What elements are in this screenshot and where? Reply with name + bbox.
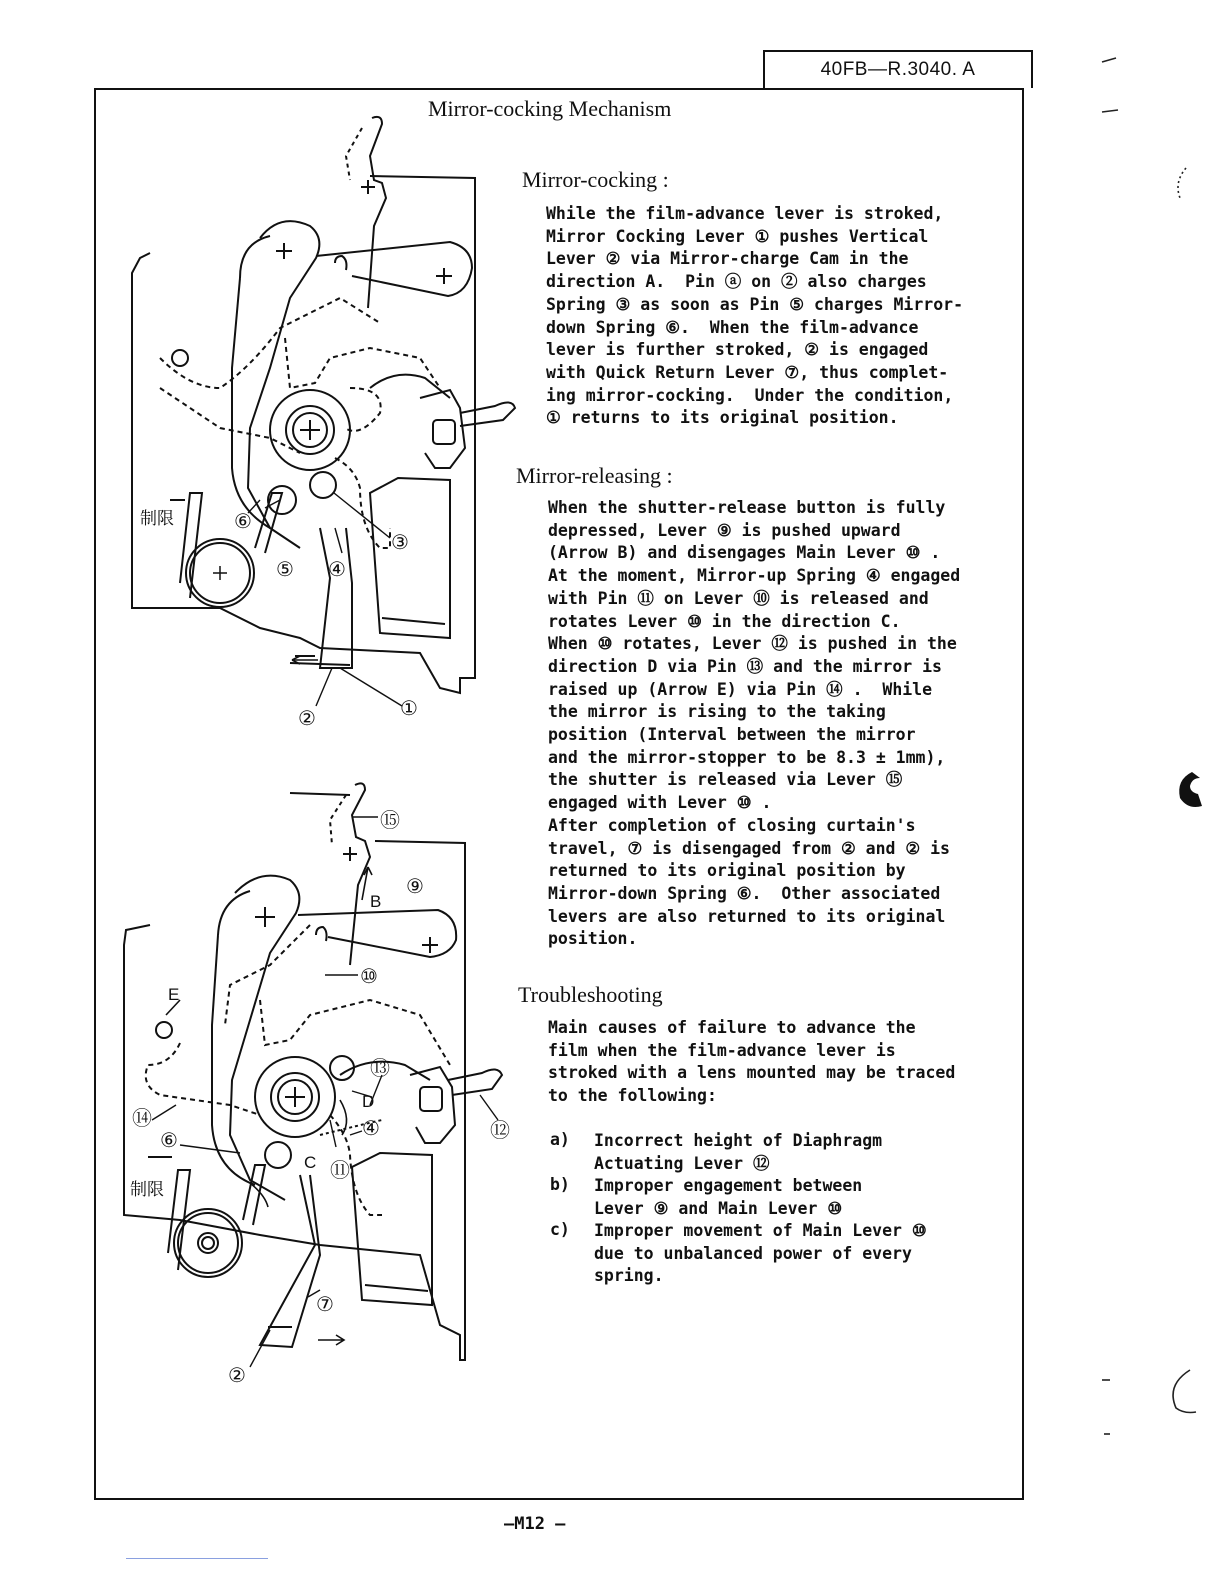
releasing-line: and the mirror-stopper to be 8.3 ± 1mm),: [548, 747, 946, 767]
releasing-line: When ⑩ rotates, Lever ⑫ is pushed in the: [548, 634, 957, 654]
heading-mirror-releasing: Mirror-releasing :: [516, 463, 673, 488]
releasing-line: engaged with Lever ⑩ .: [548, 793, 772, 813]
label-2: ②: [298, 708, 316, 730]
releasing-line: with Pin ⑪ on Lever ⑩ is released and: [548, 588, 929, 608]
releasing-line: position (Interval between the mirror: [548, 725, 916, 745]
troubleshooting-item-line: Actuating Lever ⑫: [594, 1153, 770, 1173]
releasing-line: rotates Lever ⑩ in the direction C.: [548, 611, 901, 631]
label-limit-b: 制限: [130, 1180, 164, 1199]
troubleshooting-item-marker: b): [550, 1175, 570, 1194]
releasing-line: the shutter is released via Lever ⑮: [548, 770, 903, 790]
troubleshooting-intro-line: stroked with a lens mounted may be traced: [548, 1063, 956, 1083]
troubleshooting-intro-line: to the following:: [548, 1086, 717, 1106]
label-7: ⑦: [316, 1294, 334, 1316]
cocking-line: Lever ② via Mirror-charge Cam in the: [546, 249, 909, 269]
troubleshooting-item-marker: c): [550, 1220, 570, 1239]
label-E: E: [168, 985, 180, 1004]
label-9: ⑨: [406, 876, 424, 898]
label-10: ⑩: [360, 966, 378, 988]
troubleshooting-intro-line: Main causes of failure to advance the: [548, 1018, 916, 1037]
heading-troubleshooting: Troubleshooting: [518, 982, 663, 1007]
label-14: ⑭: [132, 1108, 152, 1130]
releasing-line: raised up (Arrow E) via Pin ⑭ . While: [548, 679, 933, 699]
label-C: C: [304, 1153, 317, 1172]
page-title: Mirror-cocking Mechanism: [428, 96, 672, 121]
cocking-line: While the film-advance lever is stroked,: [546, 204, 944, 223]
label-4b: ④: [362, 1118, 380, 1140]
cocking-line: ing mirror-cocking. Under the condition,: [546, 385, 954, 405]
scan-margin-marks: [1090, 50, 1210, 1470]
figure-mirror-cocking: [120, 108, 530, 748]
releasing-line: After completion of closing curtain's: [548, 815, 916, 835]
label-12: ⑫: [490, 1120, 510, 1142]
label-5: ⑤: [276, 559, 294, 581]
troubleshooting-item: [594, 1130, 882, 1175]
label-3: ③: [391, 532, 409, 554]
cocking-line: Mirror Cocking Lever ① pushes Vertical: [546, 226, 929, 246]
paragraph-troubleshooting-intro: [548, 1017, 955, 1108]
troubleshooting-item-line: Lever ⑨ and Main Lever ⑩: [594, 1198, 843, 1218]
cocking-line: ① returns to its original position.: [546, 408, 899, 428]
releasing-line: the mirror is rising to the taking: [548, 702, 886, 722]
figure-mirror-releasing: [120, 775, 530, 1395]
heading-mirror-cocking: Mirror-cocking :: [522, 167, 669, 192]
cocking-line: with Quick Return Lever ⑦, thus complet-: [546, 362, 949, 382]
label-13: ⑬: [370, 1058, 390, 1080]
page-number: —M12 —: [504, 1514, 566, 1534]
releasing-line: At the moment, Mirror-up Spring ④ engaged: [548, 566, 961, 586]
label-limit: 制限: [140, 509, 174, 528]
label-D: D: [362, 1092, 375, 1111]
releasing-line: depressed, Lever ⑨ is pushed upward: [548, 520, 901, 540]
label-6: ⑥: [234, 511, 252, 533]
troubleshooting-item-line: spring.: [594, 1266, 664, 1286]
releasing-line: Mirror-down Spring ⑥. Other associated: [548, 883, 941, 903]
label-B: B: [370, 892, 382, 911]
label-6b: ⑥: [160, 1130, 178, 1152]
releasing-line: direction D via Pin ⑬ and the mirror is: [548, 656, 942, 676]
troubleshooting-item-marker: a): [550, 1130, 570, 1149]
troubleshooting-item: [594, 1220, 927, 1288]
cocking-line: direction A. Pin ⓐ on ② also charges: [546, 272, 927, 292]
label-4: ④: [328, 559, 346, 581]
divider: [126, 1558, 268, 1559]
troubleshooting-item-line: Incorrect height of Diaphragm: [594, 1131, 883, 1150]
releasing-line: returned to its original position by: [548, 861, 906, 881]
releasing-line: levers are also returned to its original: [548, 906, 946, 926]
paragraph-mirror-releasing: [548, 497, 960, 951]
label-15: ⑮: [380, 810, 400, 832]
cocking-line: lever is further stroked, ② is engaged: [546, 340, 929, 360]
troubleshooting-intro-line: film when the film-advance lever is: [548, 1040, 896, 1060]
releasing-line: position.: [548, 929, 638, 949]
label-2b: ②: [228, 1365, 246, 1387]
cocking-line: down Spring ⑥. When the film-advance: [546, 317, 919, 337]
label-1: ①: [400, 698, 418, 720]
troubleshooting-item-line: Improper movement of Main Lever ⑩: [594, 1221, 927, 1240]
releasing-line: When the shutter-release button is fully: [548, 498, 946, 517]
troubleshooting-item: [594, 1175, 862, 1220]
troubleshooting-item-line: Improper engagement between: [594, 1176, 863, 1195]
document-id: 40FB—R.3040. A: [763, 50, 1033, 88]
releasing-line: travel, ⑦ is disengaged from ② and ② is: [548, 838, 950, 858]
label-11: ⑪: [330, 1160, 350, 1182]
troubleshooting-item-line: due to unbalanced power of every: [594, 1243, 912, 1263]
releasing-line: (Arrow B) and disengages Main Lever ⑩ .: [548, 543, 941, 563]
paragraph-mirror-cocking: [546, 203, 963, 430]
cocking-line: Spring ③ as soon as Pin ⑤ charges Mirror-: [546, 294, 964, 314]
